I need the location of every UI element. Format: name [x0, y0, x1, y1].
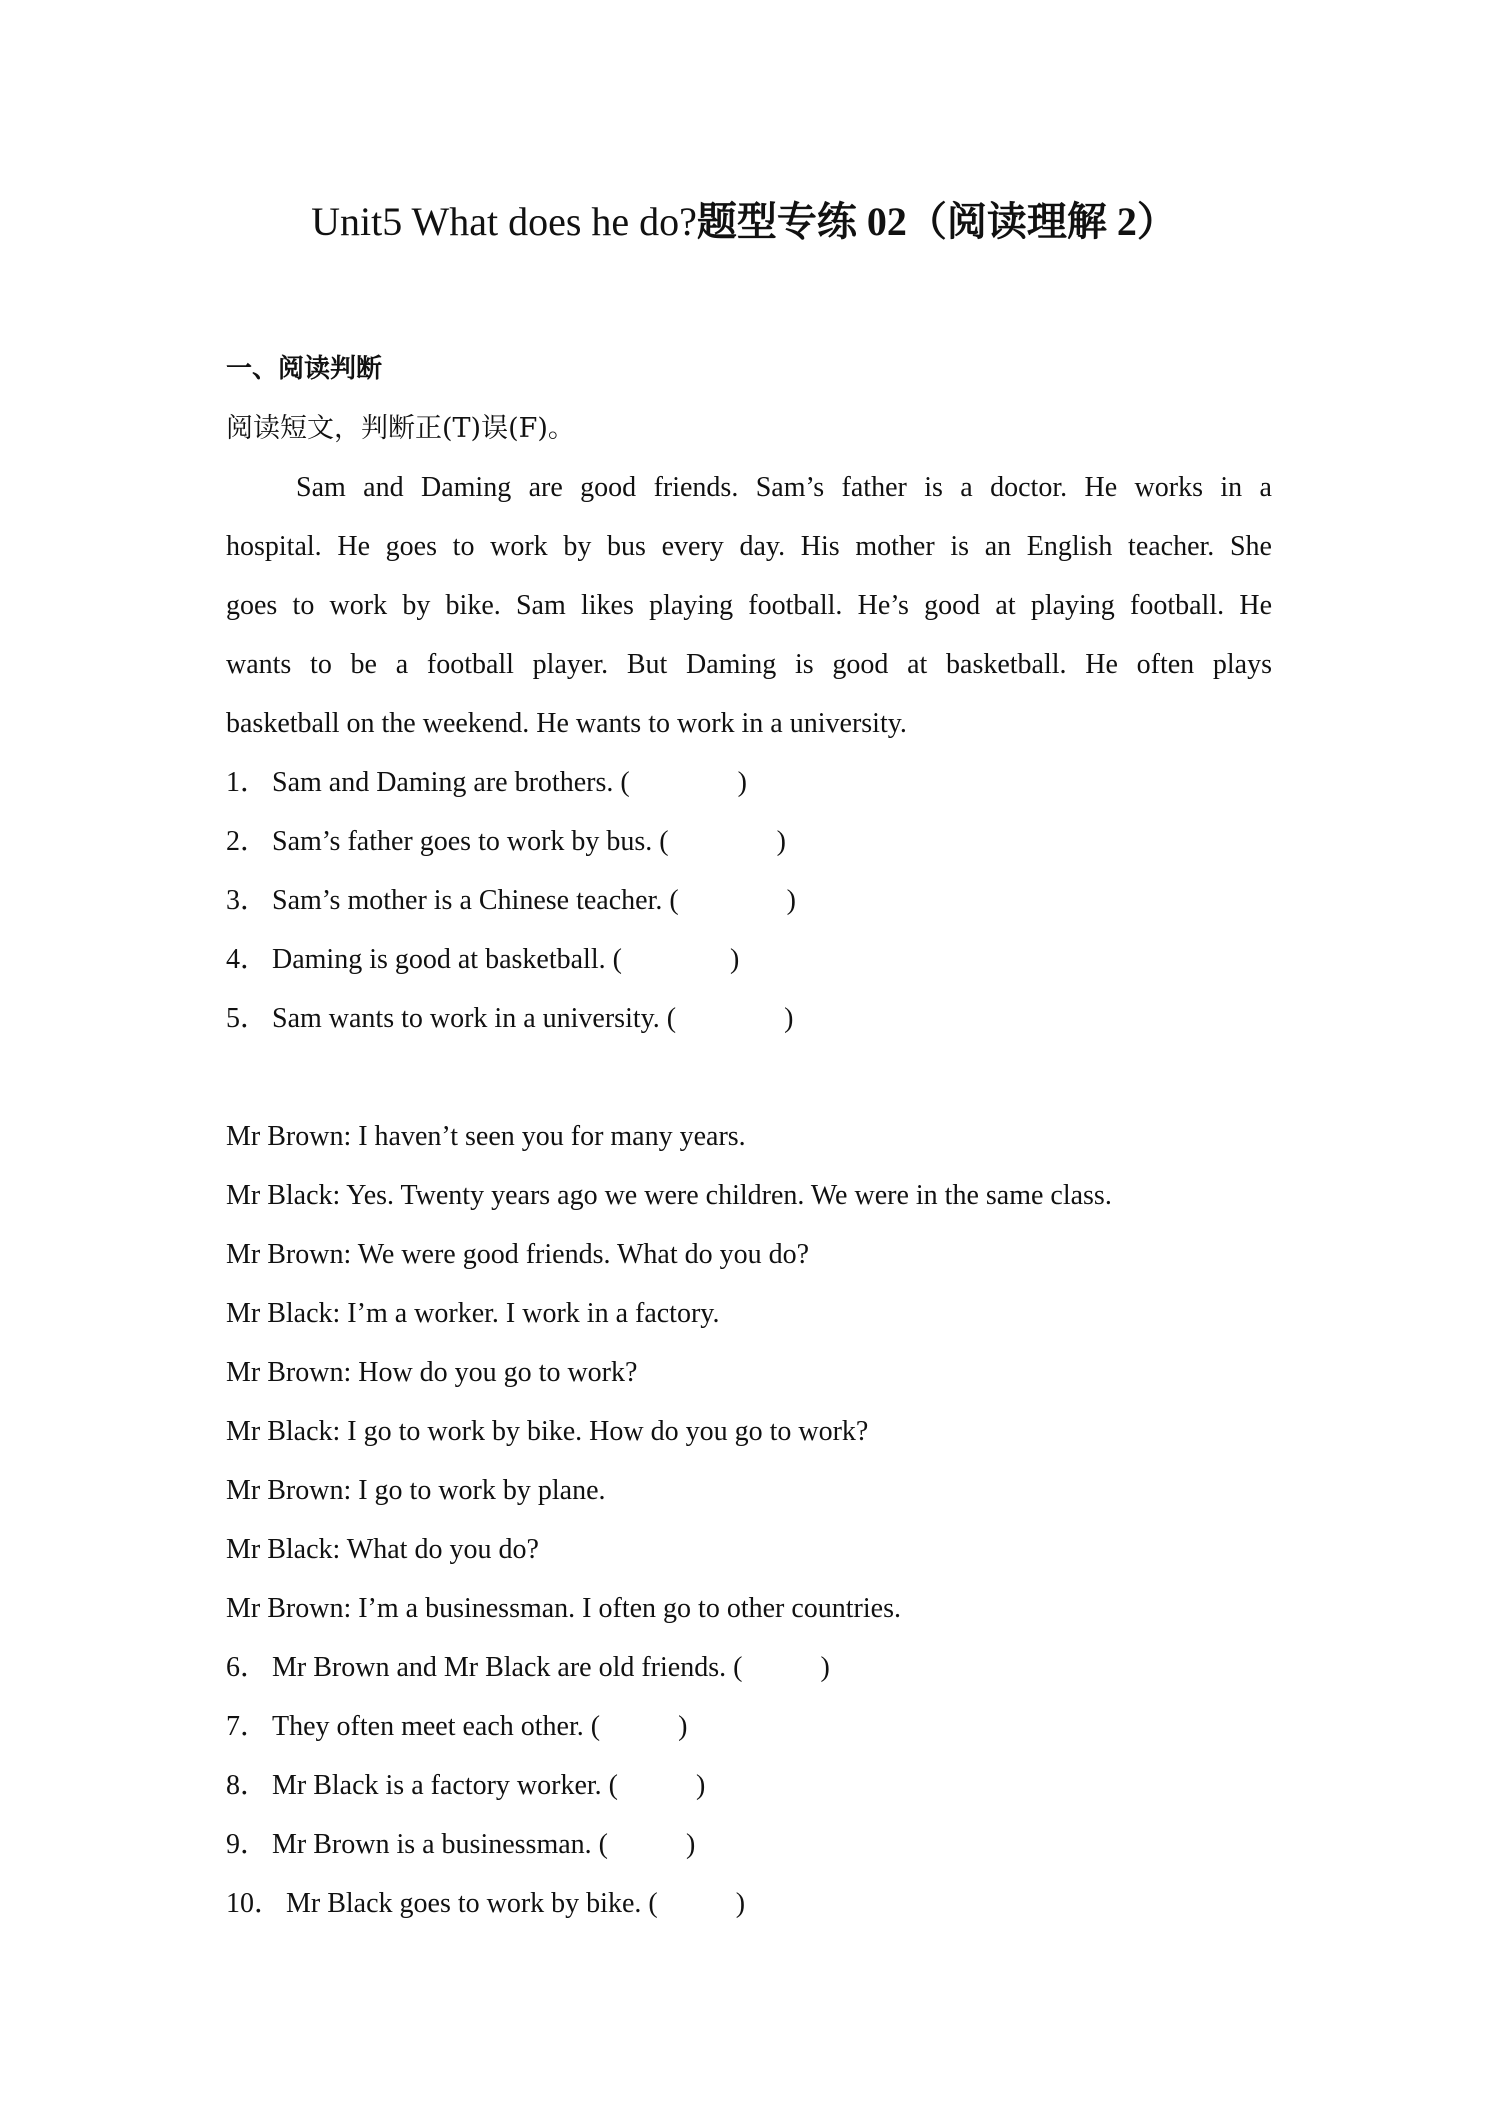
question-number: 6．	[226, 1652, 269, 1683]
page-title	[0, 196, 1488, 248]
question-close-paren: )	[820, 1652, 830, 1683]
question-close-paren: )	[737, 767, 747, 798]
dialogue-line: Mr Brown: I haven’t seen you for many years.	[226, 1121, 746, 1152]
dialogue-line: Mr Brown: I go to work by plane.	[226, 1475, 606, 1506]
section-spacer	[226, 1048, 1272, 1107]
passage-line: basketball on the weekend. He wants to work in a university.	[226, 708, 907, 739]
question-text: Mr Brown and Mr Black are old friends. (	[272, 1652, 743, 1683]
title-chinese: 题型专练 02（阅读理解 2）	[696, 199, 1177, 244]
question-number: 2．	[226, 826, 269, 857]
question-number: 3．	[226, 885, 269, 916]
question-item	[226, 1815, 1272, 1874]
question-close-paren: )	[735, 1888, 746, 1919]
dialogue-line: Mr Black: I’m a worker. I work in a factory.	[226, 1298, 720, 1329]
question-number: 5．	[226, 1003, 269, 1034]
dialogue-line: Mr Black: I go to work by bike. How do you go to work?	[226, 1416, 869, 1447]
question-close-paren: )	[729, 944, 740, 975]
passage-line: wants to be a football player. But Daming is good at basketball. He often plays	[226, 649, 1272, 680]
question-item	[226, 753, 1272, 812]
question-text: Sam and Daming are brothers. (	[272, 767, 630, 798]
dialogue-line: Mr Brown: How do you go to work?	[226, 1357, 638, 1388]
instruction-text: 阅读短文，判断正(T)误(F)。	[226, 413, 575, 444]
dialogue-line: Mr Brown: We were good friends. What do you do?	[226, 1239, 810, 1270]
dialogue-line: Mr Black: What do you do?	[226, 1534, 539, 1565]
dialogue-line: Mr Brown: I’m a businessman. I often go to other countries.	[226, 1593, 901, 1624]
worksheet-content	[226, 340, 1272, 1933]
question-close-paren: )	[784, 1003, 794, 1034]
reading-passage	[226, 458, 1272, 753]
question-text: Daming is good at basketball. (	[272, 944, 622, 975]
question-item	[226, 1638, 1272, 1697]
question-text: Mr Black goes to work by bike. (	[286, 1888, 658, 1919]
question-item	[226, 812, 1272, 871]
question-number: 4．	[226, 944, 269, 975]
question-close-paren: )	[696, 1770, 706, 1801]
question-text: Sam’s mother is a Chinese teacher. (	[272, 885, 679, 916]
question-item	[226, 1697, 1272, 1756]
question-item	[226, 989, 1272, 1048]
dialogue-passage	[226, 1107, 1272, 1638]
passage-line: hospital. He goes to work by bus every day. His mother is an English teacher. She	[226, 531, 1272, 562]
question-number: 8．	[226, 1770, 269, 1801]
question-close-paren: )	[786, 885, 796, 916]
question-text: Sam wants to work in a university. (	[272, 1003, 677, 1034]
question-number: 10．	[226, 1888, 283, 1919]
question-item	[226, 930, 1272, 989]
dialogue-line: Mr Black: Yes. Twenty years ago we were children. We were in the same class.	[226, 1180, 1112, 1211]
section-heading: 一、阅读判断	[226, 354, 383, 384]
question-number: 9．	[226, 1829, 269, 1860]
passage-line: Sam and Daming are good friends. Sam’s father is a doctor. He works in a	[296, 472, 1272, 503]
question-number: 1．	[226, 767, 269, 798]
title-english: Unit5 What does he do?	[311, 199, 697, 244]
question-number: 7．	[226, 1711, 269, 1742]
question-item	[226, 1874, 1272, 1933]
question-close-paren: )	[685, 1829, 696, 1860]
question-text: They often meet each other. (	[272, 1711, 601, 1742]
question-text: Sam’s father goes to work by bus. (	[272, 826, 669, 857]
question-close-paren: )	[776, 826, 786, 857]
question-item	[226, 871, 1272, 930]
passage-line: goes to work by bike. Sam likes playing football. He’s good at playing football. He	[226, 590, 1272, 621]
question-item	[226, 1756, 1272, 1815]
question-text: Mr Brown is a businessman. (	[272, 1829, 608, 1860]
question-close-paren: )	[678, 1711, 688, 1742]
question-text: Mr Black is a factory worker. (	[272, 1770, 618, 1801]
